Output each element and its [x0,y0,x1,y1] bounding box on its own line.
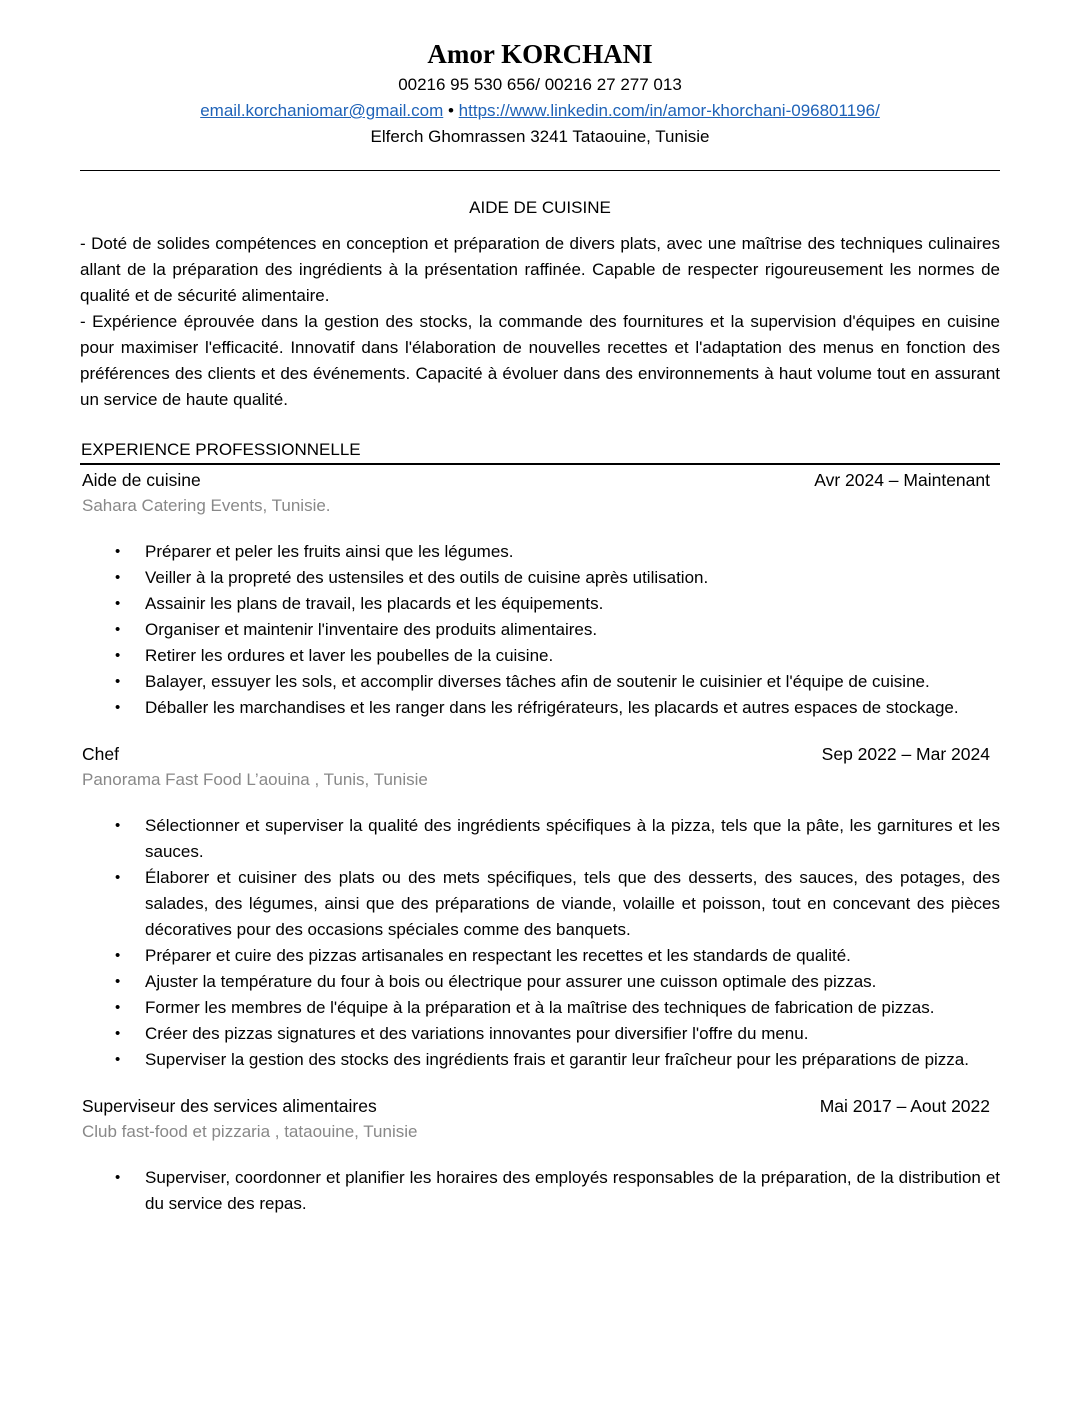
task-text: Veiller à la propreté des ustensiles et des outils de cuisine après utilisation. [145,568,709,587]
bullet-icon: • [115,1025,121,1042]
task-item [115,643,1000,669]
job-entry [80,1093,1000,1217]
job-company: Panorama Fast Food L’aouina , Tunis, Tunisie [82,770,428,789]
bullet-icon: • [115,621,121,638]
task-text: Créer des pizzas signatures et des variations innovantes pour diversifier l'offre du menu. [145,1024,809,1043]
job-dates: Avr 2024 – Maintenant [814,470,990,490]
task-item [115,865,1000,943]
bullet-icon: • [115,973,121,990]
job-entry [80,741,1000,1073]
task-item [115,813,1000,865]
task-item [115,617,1000,643]
bullet-icon: • [115,999,121,1016]
summary-paragraph: - Doté de solides compétences en conception et préparation de divers plats, avec une maîtrise des techniques culinaires allant de la préparation des ingrédients à la présentation raffinée. Capable de respecter rigoureusement les normes de qualité et de sécurité alimentaire. [80,234,1000,305]
task-item [115,695,1000,721]
task-text: Ajuster la température du four à bois ou électrique pour assurer une cuisson optimale des pizzas. [145,972,877,991]
bullet-icon: • [115,569,121,586]
header-divider [80,170,1000,171]
contact-links [80,98,1000,124]
bullet-icon: • [115,1169,121,1186]
job-dates: Sep 2022 – Mar 2024 [821,744,990,764]
phone-numbers: 00216 95 530 656/ 00216 27 277 013 [398,75,682,94]
task-item [115,669,1000,695]
objective-title: AIDE DE CUISINE [469,198,611,217]
task-item [115,943,1000,969]
address: Elferch Ghomrassen 3241 Tataouine, Tunisie [370,127,710,146]
task-text: Élaborer et cuisiner des plats ou des mets spécifiques, tels que des desserts, des sauces, des potages, des salades, des légumes, ainsi que des préparations de viande, volaille et poisson, tout en concevant des pièces décoratives pour des occasions spéciales comme des banquets. [145,868,1000,939]
task-list [82,813,1000,1073]
email-link[interactable]: email.korchaniomar@gmail.com [200,101,444,120]
bullet-icon: • [115,1051,121,1068]
task-text: Superviser la gestion des stocks des ingrédients frais et garantir leur fraîcheur pour les préparations de pizza. [145,1050,969,1069]
contact-separator: • [443,101,459,120]
task-item [115,995,1000,1021]
task-item [115,565,1000,591]
profile-summary [80,231,1000,413]
candidate-name: Amor KORCHANI [427,39,653,69]
job-title: Chef [82,744,119,764]
bullet-icon: • [115,869,121,886]
task-item [115,1165,1000,1217]
task-item [115,591,1000,617]
resume-page [80,36,1000,1217]
job-company: Sahara Catering Events, Tunisie. [82,496,331,515]
task-text: Balayer, essuyer les sols, et accomplir diverses tâches afin de soutenir le cuisinier et l'équipe de cuisine. [145,672,930,691]
job-company: Club fast-food et pizzaria , tataouine, Tunisie [82,1122,418,1141]
resume-header [80,36,1000,150]
task-item [115,1047,1000,1073]
experience-list [80,467,1000,1217]
task-item [115,969,1000,995]
linkedin-link[interactable]: https://www.linkedin.com/in/amor-khorchani-096801196/ [458,101,880,120]
task-item [115,1021,1000,1047]
task-text: Préparer et peler les fruits ainsi que les légumes. [145,542,514,561]
summary-paragraph: - Expérience éprouvée dans la gestion des stocks, la commande des fournitures et la supervision d'équipes en cuisine pour maximiser l'efficacité. Innovatif dans l'élaboration de nouvelles recettes et l'adaptation des menus en fonction des préférences des clients et des événements. Capacité à évoluer dans des environnements à haut volume tout en assurant un service de haute qualité. [80,312,1000,409]
task-text: Déballer les marchandises et les ranger dans les réfrigérateurs, les placards et autres espaces de stockage. [145,698,959,717]
job-title: Aide de cuisine [82,470,201,490]
job-dates: Mai 2017 – Aout 2022 [819,1096,990,1116]
task-list [82,539,1000,721]
task-text: Organiser et maintenir l'inventaire des produits alimentaires. [145,620,598,639]
task-text: Retirer les ordures et laver les poubelles de la cuisine. [145,646,554,665]
task-text: Préparer et cuire des pizzas artisanales en respectant les recettes et les standards de qualité. [145,946,851,965]
section-divider [80,463,1000,465]
task-text: Superviser, coordonner et planifier les horaires des employés responsables de la préparation, de la distribution et du service des repas. [145,1168,1000,1213]
bullet-icon: • [115,699,121,716]
bullet-icon: • [115,817,121,834]
job-heading [82,741,1000,767]
task-item [115,539,1000,565]
section-title-experience: EXPERIENCE PROFESSIONNELLE [81,440,361,459]
job-entry [80,467,1000,721]
job-heading [82,1093,1000,1119]
task-text: Sélectionner et superviser la qualité des ingrédients spécifiques à la pizza, tels que la pâte, les garnitures et les sauces. [145,816,1000,861]
task-list [82,1165,1000,1217]
task-text: Former les membres de l'équipe à la préparation et à la maîtrise des techniques de fabrication de pizzas. [145,998,935,1017]
job-title: Superviseur des services alimentaires [82,1096,377,1116]
bullet-icon: • [115,543,121,560]
bullet-icon: • [115,947,121,964]
bullet-icon: • [115,673,121,690]
task-text: Assainir les plans de travail, les placards et les équipements. [145,594,604,613]
bullet-icon: • [115,647,121,664]
bullet-icon: • [115,595,121,612]
job-heading [82,467,1000,493]
